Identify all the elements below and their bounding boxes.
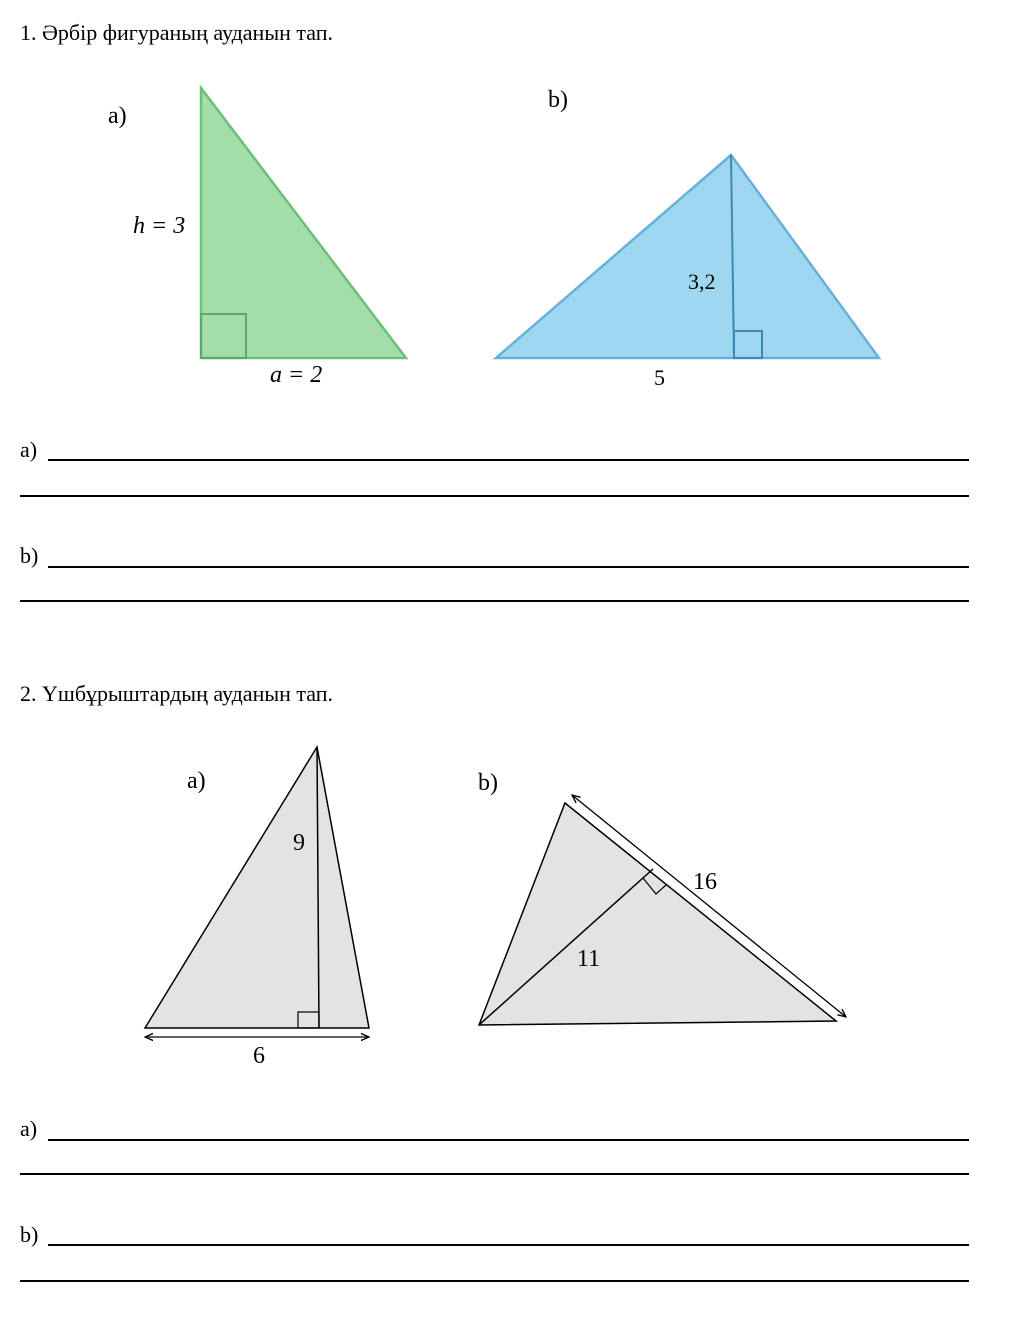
- base-label: a = 2: [270, 362, 323, 388]
- gray-triangle: [145, 747, 369, 1028]
- gray-triangle: [479, 803, 836, 1025]
- task2-text: 2. Үшбұрыштардың ауданын тап.: [20, 681, 334, 706]
- side-label: 16: [693, 869, 717, 895]
- answer-a-label: a): [20, 1116, 38, 1141]
- fig-b-label: b): [478, 770, 498, 796]
- task1-text: 1. Әрбір фигураның ауданын тап.: [20, 20, 334, 45]
- height-label: h = 3: [133, 213, 186, 239]
- task2-fig-b: [478, 770, 846, 1025]
- fig-a-label: a): [187, 768, 206, 794]
- answer-b-label: b): [20, 1222, 39, 1247]
- fig-b-label: b): [548, 87, 568, 113]
- answer-line[interactable]: [48, 1244, 969, 1246]
- answer-b-label: b): [20, 543, 39, 568]
- answer-a-label: a): [20, 437, 38, 462]
- height-label: 9: [293, 830, 305, 856]
- base-label: 6: [253, 1043, 265, 1069]
- answer-line[interactable]: [48, 1139, 969, 1141]
- base-label: 5: [654, 365, 665, 390]
- height-label: 3,2: [688, 269, 716, 294]
- fig-a-label: a): [108, 103, 127, 129]
- answer-line[interactable]: [20, 1280, 969, 1282]
- answer-line[interactable]: [20, 1173, 969, 1175]
- task2-fig-a: [145, 747, 369, 1069]
- height-label: 11: [577, 946, 601, 972]
